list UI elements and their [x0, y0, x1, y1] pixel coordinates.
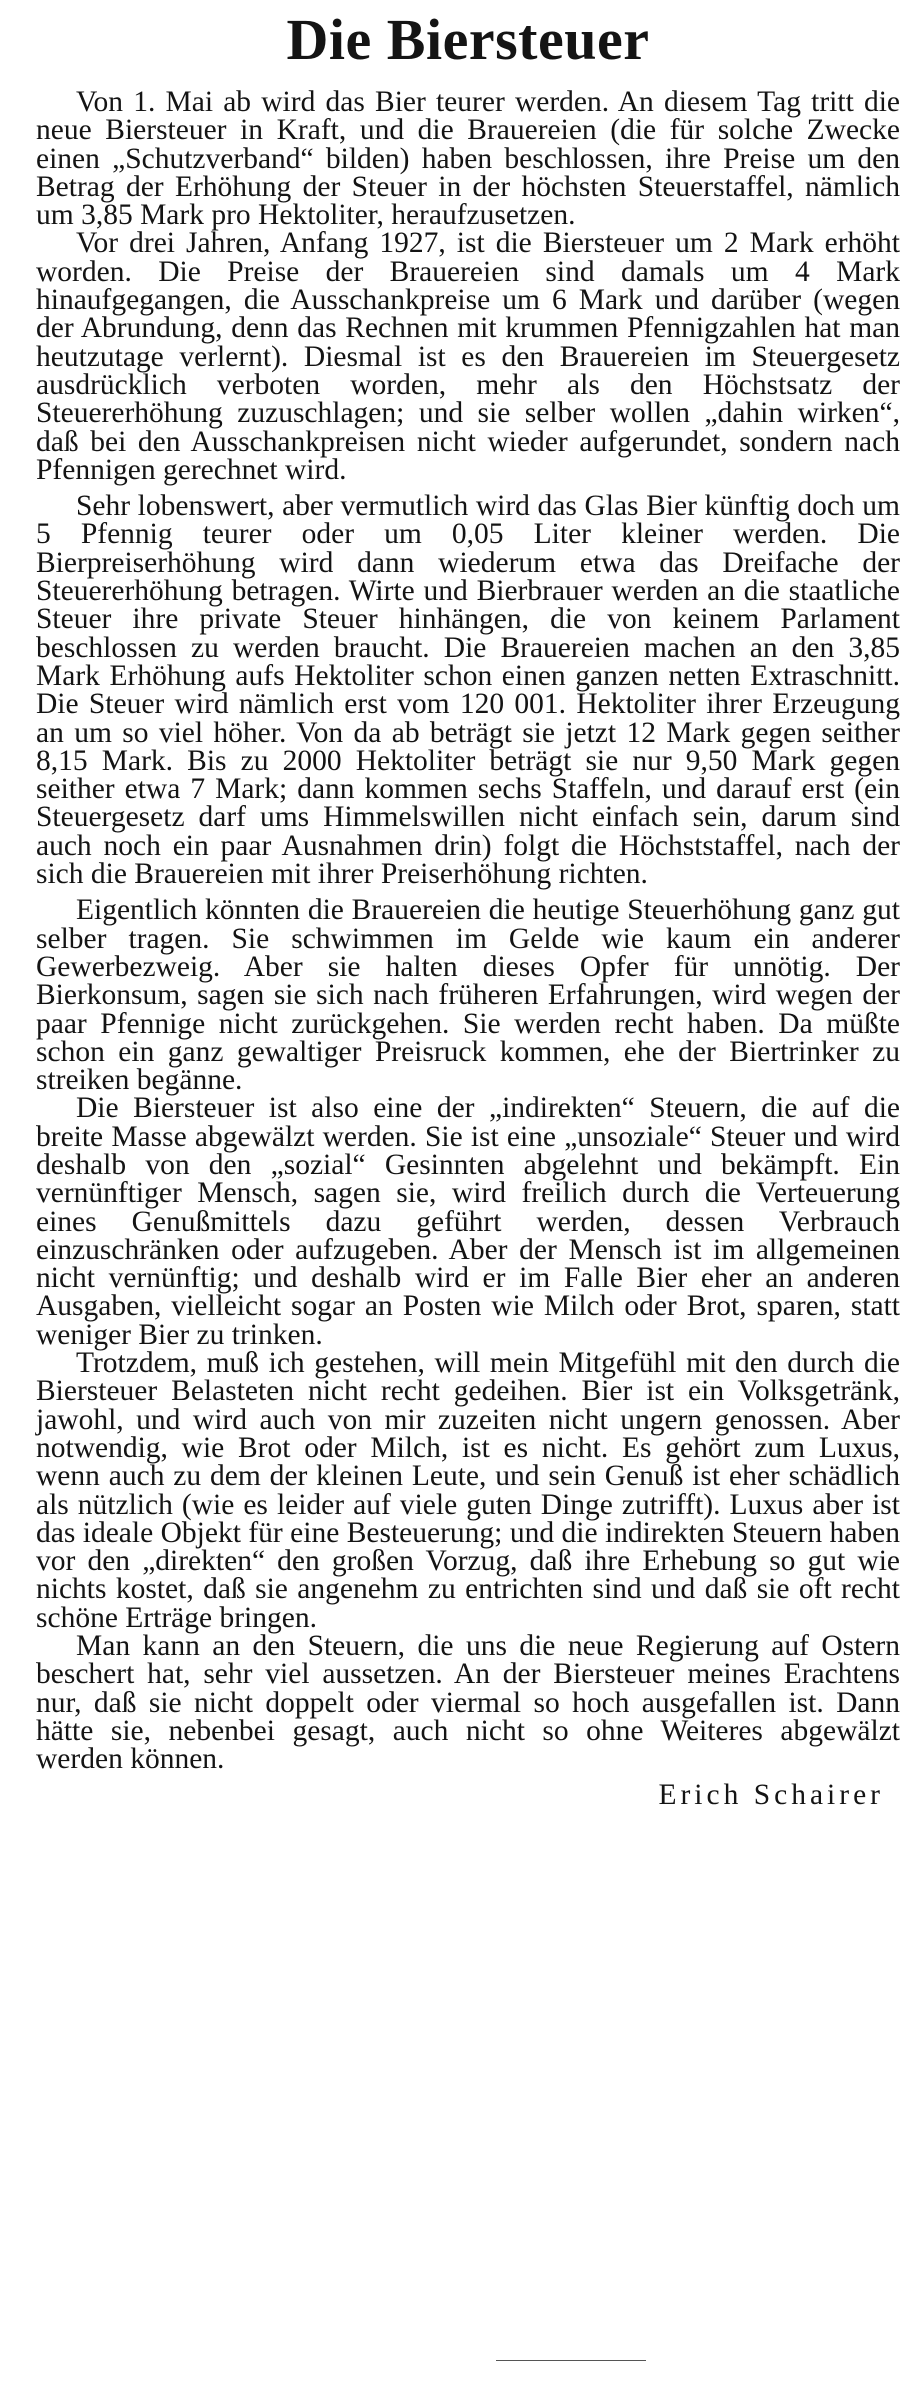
paragraph-5: Die Biersteuer ist also eine der „indirekten“ Steuern, die auf die breite Masse abgewälzt werden. Sie ist eine „unsoziale“ Steuer und wird deshalb von den „sozial“ Gesinnten abgelehnt und bekämpft. Ein vernünftiger Mensch, sagen sie, wird freilich durch die Verteuerung eines Genußmittels dazu geführt werden, dessen Verbrauch einzuschränken oder aufzugeben. Aber der Mensch ist im allgemeinen nicht vernünftig; und deshalb wird er im Falle Bier eher an anderen Ausgaben, vielleicht sogar an Posten wie Milch oder Brot, sparen, statt weniger Bier zu trinken. [36, 1092, 900, 1351]
signature-rule [496, 2360, 646, 2361]
paragraph-2: Vor drei Jahren, Anfang 1927, ist die Biersteuer um 2 Mark erhöht worden. Die Preise der Brauereien sind damals um 4 Mark hinaufgegangen, die Ausschankpreise um 6 Mark und darüber (wegen der Abrundung, denn das Rechnen mit krummen Pfennigzahlen hat man heutzutage verlernt). Diesmal ist es den Brauereien im Steuergesetz ausdrücklich verboten worden, mehr als den Höchstsatz der Steuererhöhung zuzuschlagen; und sie selber wollen „dahin wirken“, daß bei den Ausschankpreisen nicht wieder aufgerundet, sondern nach Pfennigen gerechnet wird. [36, 227, 900, 486]
article-title: Die Biersteuer [286, 7, 650, 72]
article [36, 0, 900, 1812]
paragraph-7: Man kann an den Steuern, die uns die neue Regierung auf Ostern beschert hat, sehr viel aussetzen. An der Biersteuer meines Erachtens nur, daß sie nicht doppelt oder viermal so hoch ausgefallen ist. Dann hätte sie, nebenbei gesagt, auch nicht so ohne Weiteres abgewälzt werden können. [36, 1630, 900, 1776]
paragraph-4: Eigentlich könnten die Brauereien die heutige Steuerhöhung ganz gut selber tragen. Sie schwimmen im Gelde wie kaum ein anderer Gewerbezweig. Aber sie halten dieses Opfer für unnötig. Der Bierkonsum, sagen sie sich nach früheren Erfahrungen, wird wegen der paar Pfennige nicht zurückgehen. Sie werden recht haben. Da müßte schon ein ganz gewaltiger Preisruck kommen, ehe der Biertrinker zu streiken begänne. [36, 894, 900, 1097]
paragraph-6: Trotzdem, muß ich gestehen, will mein Mitgefühl mit den durch die Biersteuer Belasteten nicht recht gedeihen. Bier ist ein Volksgetränk, jawohl, und wird auch von mir zuzeiten nicht ungern genossen. Aber notwendig, wie Brot oder Milch, ist es nicht. Es gehört zum Luxus, wenn auch zu dem der kleinen Leute, und sein Genuß ist eher schädlich als nützlich (wie es leider auf viele guten Dinge zutrifft). Luxus aber ist das ideale Objekt für eine Besteuerung; und die indirekten Steuern haben vor den „direkten“ den großen Vorzug, daß ihre Erhebung so gut wie nichts kostet, daß sie angenehm zu entrichten sind und daß sie oft recht schöne Erträge bringen. [36, 1347, 900, 1634]
paragraph-1: Von 1. Mai ab wird das Bier teurer werden. An diesem Tag tritt die neue Biersteuer in Kraft, und die Brauereien (die für solche Zwecke einen „Schutzverband“ bilden) haben beschlossen, ihre Preise um den Betrag der Erhöhung der Steuer in der höchsten Steuerstaffel, nämlich um 3,85 Mark pro Hektoliter, heraufzusetzen. [36, 86, 900, 232]
author-signature: Erich Schairer [658, 1778, 884, 1811]
paragraph-3: Sehr lobenswert, aber vermutlich wird das Glas Bier künftig doch um 5 Pfennig teurer oder um 0,05 Liter kleiner werden. Die Bierpreiserhöhung wird dann wiederum etwa das Dreifache der Steuererhöhung betragen. Wirte und Bierbrauer werden an die staatliche Steuer ihre private Steuer hinhängen, die von keinem Parlament beschlossen zu werden braucht. Die Brauereien machen an den 3,85 Mark Erhöhung aufs Hektoliter schon einen ganzen netten Extraschnitt. Die Steuer wird nämlich erst vom 120 001. Hektoliter ihrer Erzeugung an um so viel höher. Von da ab beträgt sie jetzt 12 Mark gegen seither 8,15 Mark. Bis zu 2000 Hektoliter beträgt sie nur 9,50 Mark gegen seither etwa 7 Mark; dann kommen sechs Staffeln, und darauf erst (ein Steuergesetz darf ums Himmelswillen nicht einfach sein, darum sind auch noch ein paar Ausnahmen drin) folgt die Höchststaffel, nach der sich die Brauereien mit ihrer Preiserhöhung richten. [36, 490, 900, 891]
